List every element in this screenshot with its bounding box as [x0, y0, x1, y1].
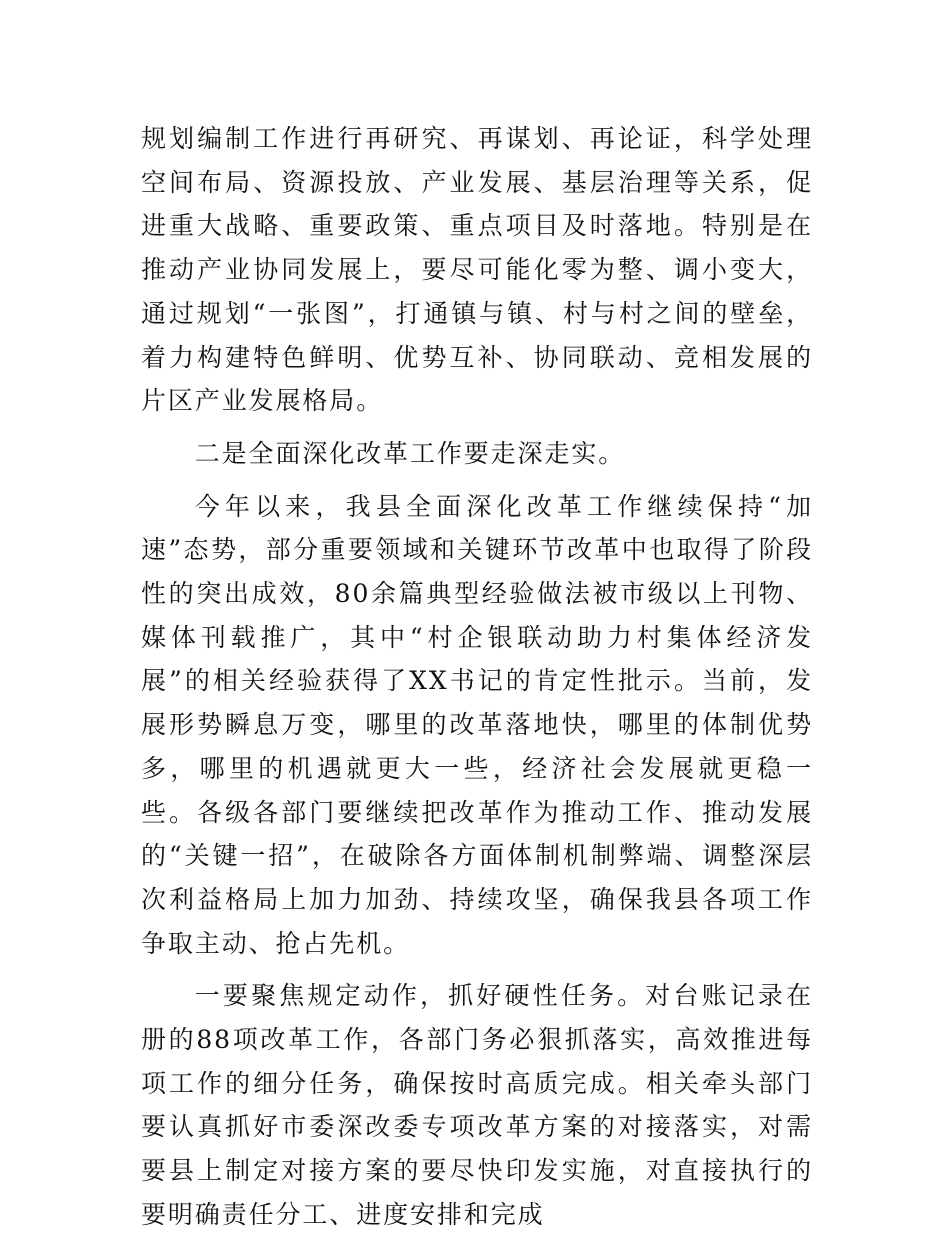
paragraph-continued: 规划编制工作进行再研究、再谋划、再论证，科学处理空间布局、资源投放、产业发展、基层治理等关系，促进重大战略、重要政策、重点项目及时落地。特别是在推动产业协同发展上，要尽可能化零为整、调小变大，通过规划“一张图”，打通镇与镇、村与村之间的壁垒，着力构建特色鲜明、优势互补、协同联动、竞相发展的片区产业发展格局。	[141, 124, 813, 416]
section-heading: 二是全面深化改革工作要走深走实。	[194, 438, 626, 468]
document-body	[141, 117, 813, 1237]
paragraph: 今年以来，我县全面深化改革工作继续保持“加速”态势，部分重要领域和关键环节改革中也取得了阶段性的突出成效，80余篇典型经验做法被市级以上刊物、媒体刊载推广，其中“村企银联动助力村集体经济发展”的相关经验获得了XX书记的肯定性批示。当前，发展形势瞬息万变，哪里的改革落地快，哪里的体制优势多，哪里的机遇就更大一些，经济社会发展就更稳一些。各级各部门要继续把改革作为推动工作、推动发展的“关键一招”，在破除各方面体制机制弊端、调整深层次利益格局上加力加劲、持续攻坚，确保我县各项工作争取主动、抢占先机。	[141, 491, 813, 958]
paragraph: 一要聚焦规定动作，抓好硬性任务。对台账记录在册的88项改革工作，各部门务必狠抓落实，高效推进每项工作的细分任务，确保按时高质完成。相关牵头部门要认真抓好市委深改委专项改革方案的对接落实，对需要县上制定对接方案的要尽快印发实施，对直接执行的要明确责任分工、进度安排和完成	[141, 981, 813, 1229]
